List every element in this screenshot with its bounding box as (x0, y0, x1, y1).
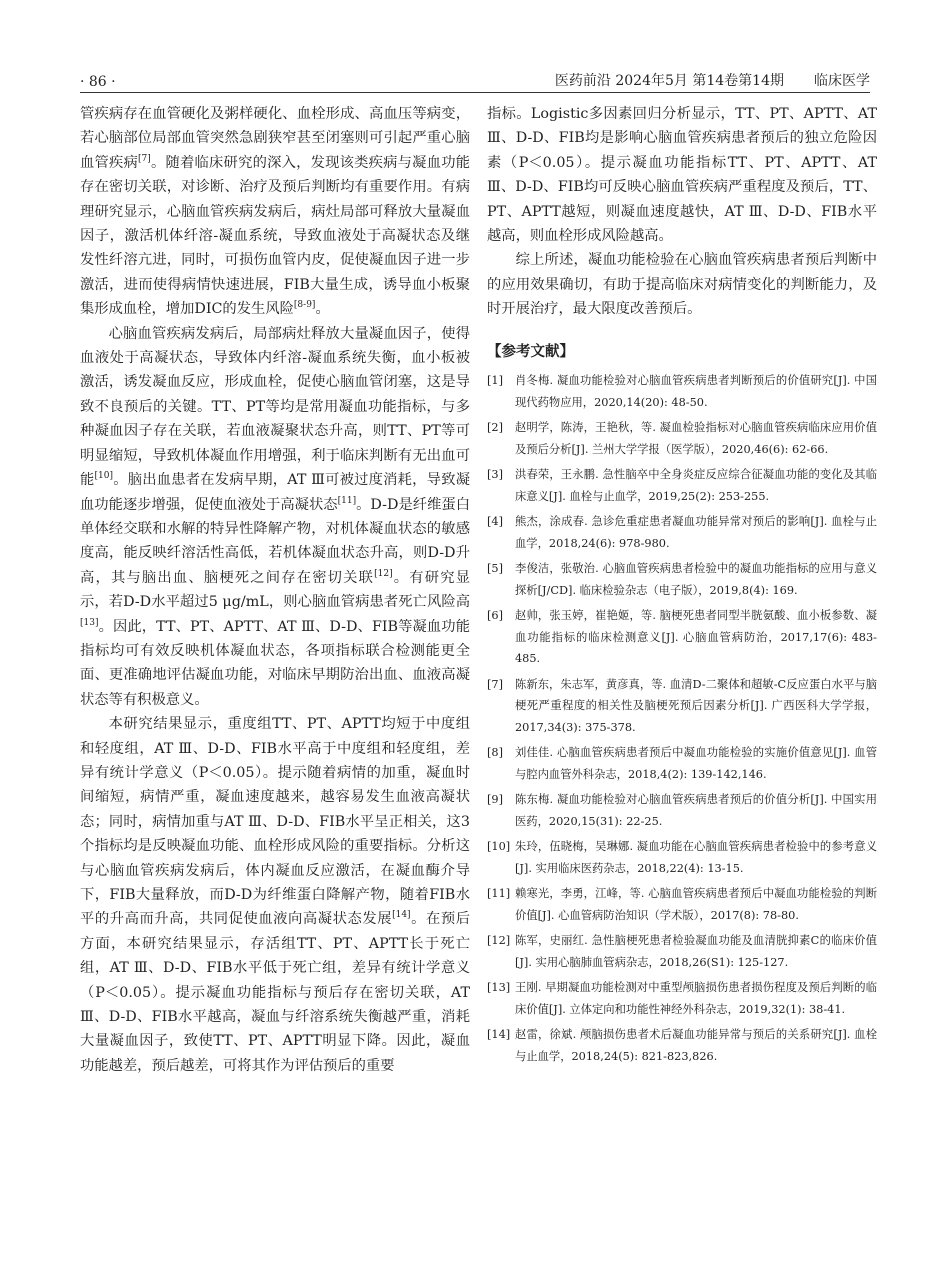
paragraph (80, 712, 470, 1078)
reference-number: [7] (487, 677, 504, 691)
reference-number: [3] (487, 468, 504, 482)
text: 。脑出血患者在发病早期，AT Ⅲ可被过度消耗，导致凝血功能逐步增强，促使血液处于高凝状态 (80, 472, 470, 513)
reference-text: 王刚. 早期凝血功能检测对中重型颅脑损伤患者损伤程度及预后判断的临床价值[J]. 立体定向和功能性神经外科杂志，2019,32(1): 38-41. (515, 981, 877, 1016)
page-number: · 86 · (80, 74, 116, 90)
citation: [13] (80, 617, 99, 628)
reference-number: [6] (487, 609, 504, 623)
reference-text: 赵帅，张玉婷，崔艳姬，等. 脑梗死患者同型半胱氨酸、血小板参数、凝血功能指标的临床检测意义[J]. 心脑血管病防治，2017,17(6): 483-485. (515, 609, 877, 666)
reference-text: 赖寒光，李勇，江峰，等. 心脑血管疾病患者预后中凝血功能检验的判断价值[J]. 心血管病防治知识（学术版），2017(8): 78-80. (515, 887, 877, 922)
text: 本研究结果显示，重度组TT、PT、APTT均短于中度组和轻度组，AT Ⅲ、D-D、FIB水平高于中度组和轻度组，差异有统计学意义（P＜0.05）。提示随着病情的加重，凝血时间缩短，病情严重，凝血速度越来，越容易发生血液高凝状态；同时，病情加重与AT Ⅲ、D-D、FIB水平呈正相关，这3个指标均是反映凝血功能、血栓形成风险的重要指标。分析这与心脑血管疾病发病后，体内凝血反应激活，在凝血酶介导下，FIB大量释放，而D-D为纤维蛋白降解产物，随着FIB水平的升高而升高，共同促使血液向高凝状态发展 (80, 716, 470, 928)
text: 心脑血管疾病发病后，局部病灶释放大量凝血因子，使得血液处于高凝状态，导致体内纤溶-凝血系统失衡，血小板被激活，诱发凝血反应，形成血栓，促使心脑血管闭塞，这是导致不良预后的关键。TT、PT等均是常用凝血功能指标，与多种凝血因子存在关联，若血液凝聚状态升高，则TT、PT等可明显缩短，导致机体凝血作用增强，利于临床判断有无出血可能 (80, 325, 470, 489)
references-list (487, 370, 877, 1067)
reference-text: 熊杰，涂成春. 急诊危重症患者凝血功能异常对预后的影响[J]. 血栓与止血学，2018,24(6): 978-980. (515, 515, 877, 550)
reference-number: [4] (487, 515, 504, 529)
reference-number: [13] (487, 981, 511, 995)
reference-text: 洪春荣，王永鹏. 急性脑卒中全身炎症反应综合征凝血功能的变化及其临床意义[J]. 血栓与止血学，2019,25(2): 253-255. (515, 468, 877, 503)
reference-number: [11] (487, 887, 511, 901)
reference-item (487, 977, 877, 1020)
reference-item (487, 511, 877, 554)
text: 。有研究显示，若D-D水平超过5 μg/mL，则心脑血管病患者死亡风险高 (80, 569, 471, 611)
reference-number: [8] (487, 746, 504, 760)
text: 。D-D是纤维蛋白单体经交联和水解的特异性降解产物，对机体凝血状态的敏感度高，能反映纤溶活性高低，若机体凝血状态升高，则D-D升高，其与脑出血、脑梗死之间存在密切关联 (80, 496, 470, 586)
citation: [8-9] (293, 300, 316, 311)
paragraph (80, 322, 470, 713)
reference-text: 赵明学，陈涛，王艳秋，等. 凝血检验指标对心脑血管疾病临床应用价值及预后分析[J]. 兰州大学学报（医学版），2020,46(6): 62-66. (515, 421, 877, 456)
reference-item (487, 370, 877, 413)
journal-info: 医药前沿 2024年5月 第14卷第14期 (554, 73, 784, 89)
reference-text: 李俊洁，张敬治. 心脑血管疾病患者检验中的凝血功能指标的应用与意义探析[J/CD]. 临床检验杂志（电子版），2019,8(4): 169. (515, 562, 877, 597)
reference-item (487, 742, 877, 785)
text: 。 (315, 301, 330, 318)
references-title: 【参考文献】 (487, 343, 574, 360)
header-rule (80, 92, 870, 93)
reference-text: 陈新东，朱志军，黄彦真，等. 血清D-二聚体和超敏-C反应蛋白水平与脑梗死严重程度的相关性及脑梗死预后因素分析[J]. 广西医科大学学报，2017,34(3): 375-378. (515, 677, 877, 734)
reference-number: [1] (487, 374, 504, 388)
reference-number: [5] (487, 562, 504, 576)
text: 。因此，TT、PT、APTT、AT Ⅲ、D-D、FIB等凝血功能指标均可有效反映机体凝血状态，各项指标联合检测能更全面、更准确地评估凝血功能，对临床早期防治出血、血液高凝状态等有积极意义。 (80, 618, 470, 708)
text: 。随着临床研究的深入，发现该类疾病与凝血功能存在密切关联，对诊断、治疗及预后判断均有重要作用。有病理研究显示，心脑血管疾病发病后，病灶局部可释放大量凝血因子，激活机体纤溶-凝血系统，导致血液处于高凝状态及继发性纤溶亢进，同时，可损伤血管内皮，促使凝血因子进一步激活，进而使得病情快速进展，FIB大量生成，诱导血小板聚集形成血栓，增加DIC的发生风险 (80, 154, 471, 318)
reference-item (487, 417, 877, 460)
reference-number: [10] (487, 840, 511, 854)
reference-item (487, 605, 877, 670)
reference-number: [2] (487, 421, 504, 435)
paragraph (80, 102, 470, 322)
reference-item (487, 883, 877, 926)
reference-text: 陈东梅. 凝血功能检验对心脑血管疾病患者预后的价值分析[J]. 中国实用医药，2020,15(31): 22-25. (515, 793, 877, 828)
reference-item (487, 930, 877, 973)
reference-text: 刘佳佳. 心脑血管疾病患者预后中凝血功能检验的实施价值意见[J]. 血管与腔内血管外科杂志，2018,4(2): 139-142,146. (515, 746, 877, 781)
citation: [11] (337, 495, 357, 506)
citation: [12] (374, 568, 393, 579)
reference-item (487, 836, 877, 879)
header-right (555, 70, 870, 90)
left-column (80, 102, 470, 1078)
section-name: 临床医学 (814, 73, 870, 89)
page-header (80, 60, 870, 90)
reference-item (487, 789, 877, 832)
reference-item (487, 558, 877, 601)
reference-number: [14] (487, 1028, 511, 1042)
citation: [10] (94, 471, 113, 482)
reference-item (487, 674, 877, 739)
paragraph: 综上所述，凝血功能检验在心脑血管疾病患者预后判断中的应用效果确切，有助于提高临床对病情变化的判断能力，及时开展治疗，最大限度改善预后。 (487, 252, 877, 318)
paragraph: 指标。Logistic多因素回归分析显示，TT、PT、APTT、AT Ⅲ、D-D、FIB均是影响心脑血管疾病患者预后的独立危险因素（P＜0.05）。提示凝血功能指标TT、PT、APTT、AT Ⅲ、D-D、FIB均可反映心脑血管疾病严重程度及预后，TT、PT、APTT越短，则凝血速度越快，AT Ⅲ、D-D、FIB水平越高，则血栓形成风险越高。 (487, 106, 877, 245)
reference-item (487, 1024, 877, 1067)
reference-text: 朱玲，伍晓梅，吴琳娜. 凝血功能在心脑血管疾病患者检验中的参考意义[J]. 实用临床医药杂志，2018,22(4): 13-15. (515, 840, 877, 875)
citation: [14] (392, 910, 411, 921)
reference-text: 赵雷，徐斌. 颅脑损伤患者术后凝血功能异常与预后的关系研究[J]. 血栓与止血学，2018,24(5): 821-823,826. (515, 1028, 877, 1063)
reference-item (487, 464, 877, 507)
reference-text: 肖冬梅. 凝血功能检验对心脑血管疾病患者判断预后的价值研究[J]. 中国现代药物应用，2020,14(20): 48-50. (515, 374, 877, 409)
reference-number: [12] (487, 934, 511, 948)
reference-text: 陈军，史丽红. 急性脑梗死患者检验凝血功能及血清胱抑素C的临床价值[J]. 实用心脑肺血管病杂志，2018,26(S1): 125-127. (515, 934, 877, 969)
right-column (487, 102, 877, 1071)
text: 。在预后方面，本研究结果显示，存活组TT、PT、APTT长于死亡组，AT Ⅲ、D-D、FIB水平低于死亡组，差异有统计学意义（P＜0.05）。提示凝血功能指标与预后存在密切关联，AT Ⅲ、D-D、FIB水平越高，凝血与纤溶系统失衡越严重，消耗大量凝血因子，致使TT、PT、APTT明显下降。因此，凝血功能越差，预后越差，可将其作为评估预后的重要 (80, 911, 471, 1074)
text: 管疾病存在血管硬化及粥样硬化、血栓形成、高血压等病变，若心脑部位局部血管突然急剧狭窄甚至闭塞则可引起严重心脑血管疾病 (80, 106, 470, 171)
citation: [7] (138, 154, 151, 165)
reference-number: [9] (487, 793, 504, 807)
